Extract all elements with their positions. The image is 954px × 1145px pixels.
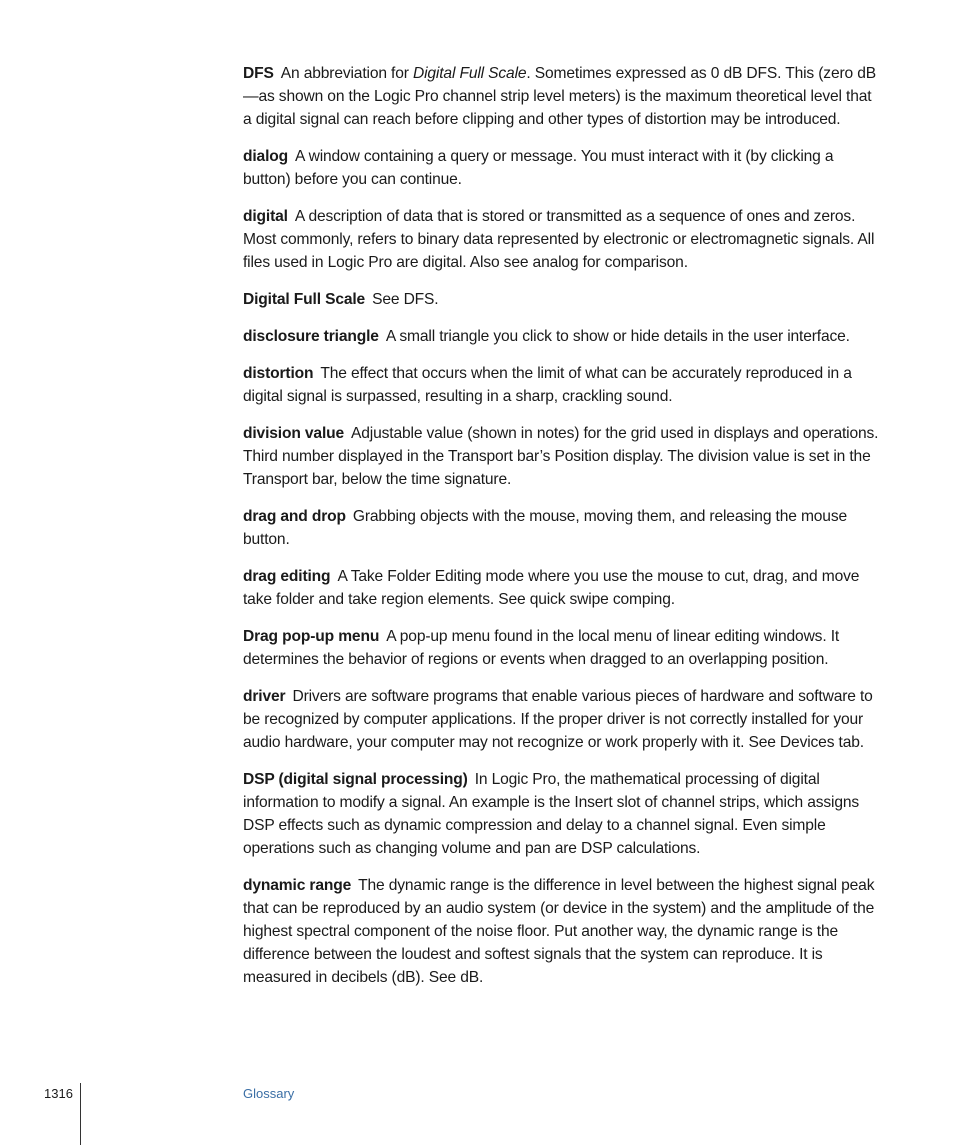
definition-italic: Digital Full Scale (412, 65, 527, 82)
term-digital: digital (243, 208, 288, 225)
term-disclosure-triangle: disclosure triangle (243, 328, 379, 345)
term-dynamic-range: dynamic range (243, 877, 352, 894)
term-division-value: division value (243, 425, 345, 442)
term-driver: driver (243, 688, 286, 705)
footer-section-link[interactable]: Glossary (243, 1086, 295, 1101)
term-distortion: distortion (243, 365, 314, 382)
glossary-entry-distortion (243, 362, 879, 408)
definition-part: . Sometimes expressed as 0 dB DFS. This (zero dB—as shown on the Logic Pro channel strip level meters) is the maximum theoretical level that a digital signal can reach before clipping and other types of distortion may be introduced. (243, 65, 876, 128)
glossary-entry-driver (243, 685, 879, 754)
glossary-entry-drag-and-drop (243, 505, 879, 551)
definition: Drivers are software programs that enable various pieces of hardware and software to be recognized by computer applications. If the proper driver is not correctly installed for your audio hardware, your computer may not recognize or work properly with it. See Devices tab. (243, 688, 873, 751)
glossary-entry-digital-full-scale (243, 288, 879, 311)
term-dialog: dialog (243, 148, 289, 165)
definition: Grabbing objects with the mouse, moving them, and releasing the mouse button. (243, 508, 847, 548)
glossary-entry-dialog (243, 145, 879, 191)
definition: A small triangle you click to show or hide details in the user interface. (385, 328, 850, 345)
term-digital-full-scale: Digital Full Scale (243, 291, 366, 308)
page-number: 1316 (44, 1086, 73, 1101)
glossary-list (243, 62, 879, 1003)
definition: The effect that occurs when the limit of what can be accurately reproduced in a digital signal is surpassed, resulting in a sharp, crackling sound. (243, 365, 852, 405)
term-dsp: DSP (digital signal processing) (243, 771, 468, 788)
term-drag-editing: drag editing (243, 568, 331, 585)
definition: A Take Folder Editing mode where you use the mouse to cut, drag, and move take folder and take region elements. See quick swipe comping. (243, 568, 860, 608)
footer-divider (80, 1083, 81, 1145)
glossary-entry-disclosure-triangle (243, 325, 879, 348)
glossary-entry-division-value (243, 422, 879, 491)
glossary-entry-drag-editing (243, 565, 879, 611)
term-dfs: DFS (243, 65, 274, 82)
definition-part: An abbreviation for (280, 65, 413, 82)
definition: In Logic Pro, the mathematical processing of digital information to modify a signal. An example is the Insert slot of channel strips, which assigns DSP effects such as dynamic compression and delay to a channel signal. Even simple operations such as changing volume and pan are DSP calculations. (243, 771, 860, 857)
term-drag-popup-menu: Drag pop-up menu (243, 628, 380, 645)
definition: Adjustable value (shown in notes) for the grid used in displays and operations. Third number displayed in the Transport bar’s Position display. The division value is set in the Transport bar, below the time signature. (243, 425, 879, 488)
definition: A pop-up menu found in the local menu of linear editing windows. It determines the behavior of regions or events when dragged to an overlapping position. (243, 628, 840, 668)
definition: A description of data that is stored or transmitted as a sequence of ones and zeros. Most commonly, refers to binary data represented by electronic or electromagnetic signals. All files used in Logic Pro are digital. Also see analog for comparison. (243, 208, 875, 271)
glossary-entry-dynamic-range (243, 874, 879, 989)
glossary-entry-digital (243, 205, 879, 274)
definition: See DFS. (372, 291, 439, 308)
definition: The dynamic range is the difference in level between the highest signal peak that can be reproduced by an audio system (or device in the system) and the amplitude of the highest spectral component of the noise floor. Put another way, the dynamic range is the difference between the loudest and softest signals that the system can reproduce. It is measured in decibels (dB). See dB. (243, 877, 875, 986)
glossary-entry-drag-popup-menu (243, 625, 879, 671)
definition: A window containing a query or message. You must interact with it (by clicking a button) before you can continue. (243, 148, 834, 188)
term-drag-and-drop: drag and drop (243, 508, 346, 525)
glossary-entry-dfs (243, 62, 879, 131)
glossary-entry-dsp (243, 768, 879, 860)
